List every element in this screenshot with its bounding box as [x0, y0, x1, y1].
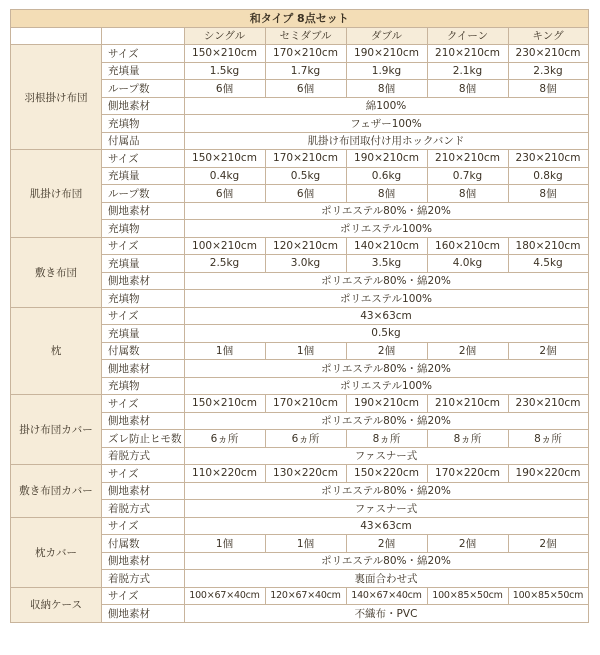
group-label: 肌掛け布団 [11, 150, 102, 238]
value-cell: 100×85×50cm [427, 587, 508, 605]
value-cell: 0.7kg [427, 167, 508, 185]
col-header-king: キング [508, 27, 588, 45]
attribute-label: 側地素材 [102, 605, 185, 623]
value-cell: 2.3kg [508, 62, 588, 80]
value-cell: 230×210cm [508, 395, 588, 413]
header-label-cell [102, 27, 185, 45]
col-header-double: ダブル [346, 27, 427, 45]
value-cell: 0.4kg [184, 167, 265, 185]
value-cell: 1.5kg [184, 62, 265, 80]
attribute-label: サイズ [102, 587, 185, 605]
value-cell: 2.1kg [427, 62, 508, 80]
value-cell: 8個 [427, 185, 508, 203]
value-cell: 6個 [184, 80, 265, 98]
merged-value-cell: 裏面合わせ式 [184, 570, 588, 588]
table-row [11, 395, 589, 413]
table-row [11, 237, 589, 255]
value-cell: 210×210cm [427, 395, 508, 413]
value-cell: 170×220cm [427, 465, 508, 483]
value-cell: 2個 [508, 342, 588, 360]
merged-value-cell: 0.5kg [184, 325, 588, 343]
group-label: 敷き布団 [11, 237, 102, 307]
title-row [11, 10, 589, 28]
merged-value-cell: ファスナー式 [184, 447, 588, 465]
value-cell: 0.5kg [265, 167, 346, 185]
merged-value-cell: ポリエステル100% [184, 220, 588, 238]
attribute-label: 充填量 [102, 255, 185, 273]
value-cell: 160×210cm [427, 237, 508, 255]
attribute-label: 着脱方式 [102, 570, 185, 588]
value-cell: 0.6kg [346, 167, 427, 185]
merged-value-cell: ファスナー式 [184, 500, 588, 518]
group-label: 枕 [11, 307, 102, 395]
attribute-label: 充填量 [102, 62, 185, 80]
value-cell: 6ヵ所 [265, 430, 346, 448]
attribute-label: 着脱方式 [102, 500, 185, 518]
merged-value-cell: 不織布・PVC [184, 605, 588, 623]
value-cell: 190×210cm [346, 395, 427, 413]
header-corner-cell [11, 27, 102, 45]
value-cell: 8ヵ所 [346, 430, 427, 448]
attribute-label: 充填物 [102, 377, 185, 395]
value-cell: 2個 [346, 342, 427, 360]
value-cell: 130×220cm [265, 465, 346, 483]
attribute-label: ループ数 [102, 80, 185, 98]
attribute-label: サイズ [102, 307, 185, 325]
merged-value-cell: ポリエステル100% [184, 377, 588, 395]
value-cell: 4.5kg [508, 255, 588, 273]
value-cell: 150×210cm [184, 150, 265, 168]
value-cell: 6個 [265, 185, 346, 203]
value-cell: 2.5kg [184, 255, 265, 273]
attribute-label: ズレ防止ヒモ数 [102, 430, 185, 448]
attribute-label: 充填量 [102, 167, 185, 185]
value-cell: 8個 [508, 80, 588, 98]
attribute-label: 着脱方式 [102, 447, 185, 465]
merged-value-cell: フェザー100% [184, 115, 588, 133]
value-cell: 0.8kg [508, 167, 588, 185]
value-cell: 230×210cm [508, 150, 588, 168]
attribute-label: 付属数 [102, 535, 185, 553]
value-cell: 190×210cm [346, 45, 427, 63]
attribute-label: 側地素材 [102, 202, 185, 220]
value-cell: 1.9kg [346, 62, 427, 80]
group-label: 枕カバー [11, 517, 102, 587]
attribute-label: 付属数 [102, 342, 185, 360]
value-cell: 230×210cm [508, 45, 588, 63]
value-cell: 120×67×40cm [265, 587, 346, 605]
value-cell: 3.0kg [265, 255, 346, 273]
value-cell: 8個 [508, 185, 588, 203]
value-cell: 8個 [346, 80, 427, 98]
attribute-label: 側地素材 [102, 360, 185, 378]
value-cell: 1個 [184, 535, 265, 553]
value-cell: 2個 [508, 535, 588, 553]
group-label: 敷き布団カバー [11, 465, 102, 518]
attribute-label: サイズ [102, 465, 185, 483]
col-header-single: シングル [184, 27, 265, 45]
value-cell: 190×210cm [346, 150, 427, 168]
attribute-label: 側地素材 [102, 552, 185, 570]
value-cell: 170×210cm [265, 150, 346, 168]
header-row [11, 27, 589, 45]
group-label: 収納ケース [11, 587, 102, 622]
merged-value-cell: 肌掛け布団取付け用ホックバンド [184, 132, 588, 150]
attribute-label: サイズ [102, 237, 185, 255]
value-cell: 180×210cm [508, 237, 588, 255]
value-cell: 1個 [265, 342, 346, 360]
attribute-label: 充填物 [102, 115, 185, 133]
value-cell: 8ヵ所 [508, 430, 588, 448]
group-label: 掛け布団カバー [11, 395, 102, 465]
attribute-label: サイズ [102, 517, 185, 535]
table-row [11, 587, 589, 605]
col-header-queen: クイーン [427, 27, 508, 45]
value-cell: 6ヵ所 [184, 430, 265, 448]
merged-value-cell: ポリエステル80%・綿20% [184, 360, 588, 378]
value-cell: 110×220cm [184, 465, 265, 483]
value-cell: 2個 [427, 535, 508, 553]
table-row [11, 517, 589, 535]
value-cell: 2個 [346, 535, 427, 553]
value-cell: 2個 [427, 342, 508, 360]
value-cell: 170×210cm [265, 45, 346, 63]
value-cell: 8個 [346, 185, 427, 203]
value-cell: 8個 [427, 80, 508, 98]
merged-value-cell: ポリエステル80%・綿20% [184, 552, 588, 570]
value-cell: 150×220cm [346, 465, 427, 483]
table-row [11, 465, 589, 483]
attribute-label: 側地素材 [102, 272, 185, 290]
spec-table-body [11, 10, 589, 623]
table-row [11, 45, 589, 63]
value-cell: 140×67×40cm [346, 587, 427, 605]
value-cell: 100×67×40cm [184, 587, 265, 605]
merged-value-cell: ポリエステル100% [184, 290, 588, 308]
merged-value-cell: 綿100% [184, 97, 588, 115]
attribute-label: 付属品 [102, 132, 185, 150]
table-row [11, 307, 589, 325]
attribute-label: 側地素材 [102, 412, 185, 430]
value-cell: 210×210cm [427, 45, 508, 63]
attribute-label: 側地素材 [102, 97, 185, 115]
merged-value-cell: ポリエステル80%・綿20% [184, 272, 588, 290]
value-cell: 6個 [184, 185, 265, 203]
attribute-label: サイズ [102, 395, 185, 413]
table-row [11, 150, 589, 168]
value-cell: 140×210cm [346, 237, 427, 255]
value-cell: 190×220cm [508, 465, 588, 483]
attribute-label: ループ数 [102, 185, 185, 203]
value-cell: 100×210cm [184, 237, 265, 255]
merged-value-cell: ポリエステル80%・綿20% [184, 202, 588, 220]
table-title: 和タイプ 8点セット [11, 10, 589, 28]
spec-table [10, 9, 589, 623]
merged-value-cell: 43×63cm [184, 517, 588, 535]
value-cell: 170×210cm [265, 395, 346, 413]
value-cell: 1個 [265, 535, 346, 553]
merged-value-cell: ポリエステル80%・綿20% [184, 482, 588, 500]
value-cell: 1個 [184, 342, 265, 360]
value-cell: 210×210cm [427, 150, 508, 168]
attribute-label: サイズ [102, 45, 185, 63]
attribute-label: 側地素材 [102, 482, 185, 500]
attribute-label: 充填物 [102, 220, 185, 238]
attribute-label: 充填量 [102, 325, 185, 343]
attribute-label: サイズ [102, 150, 185, 168]
value-cell: 150×210cm [184, 45, 265, 63]
value-cell: 6個 [265, 80, 346, 98]
value-cell: 4.0kg [427, 255, 508, 273]
value-cell: 120×210cm [265, 237, 346, 255]
group-label: 羽根掛け布団 [11, 45, 102, 150]
value-cell: 3.5kg [346, 255, 427, 273]
value-cell: 1.7kg [265, 62, 346, 80]
attribute-label: 充填物 [102, 290, 185, 308]
merged-value-cell: ポリエステル80%・綿20% [184, 412, 588, 430]
merged-value-cell: 43×63cm [184, 307, 588, 325]
value-cell: 100×85×50cm [508, 587, 588, 605]
col-header-semidouble: セミダブル [265, 27, 346, 45]
value-cell: 8ヵ所 [427, 430, 508, 448]
value-cell: 150×210cm [184, 395, 265, 413]
